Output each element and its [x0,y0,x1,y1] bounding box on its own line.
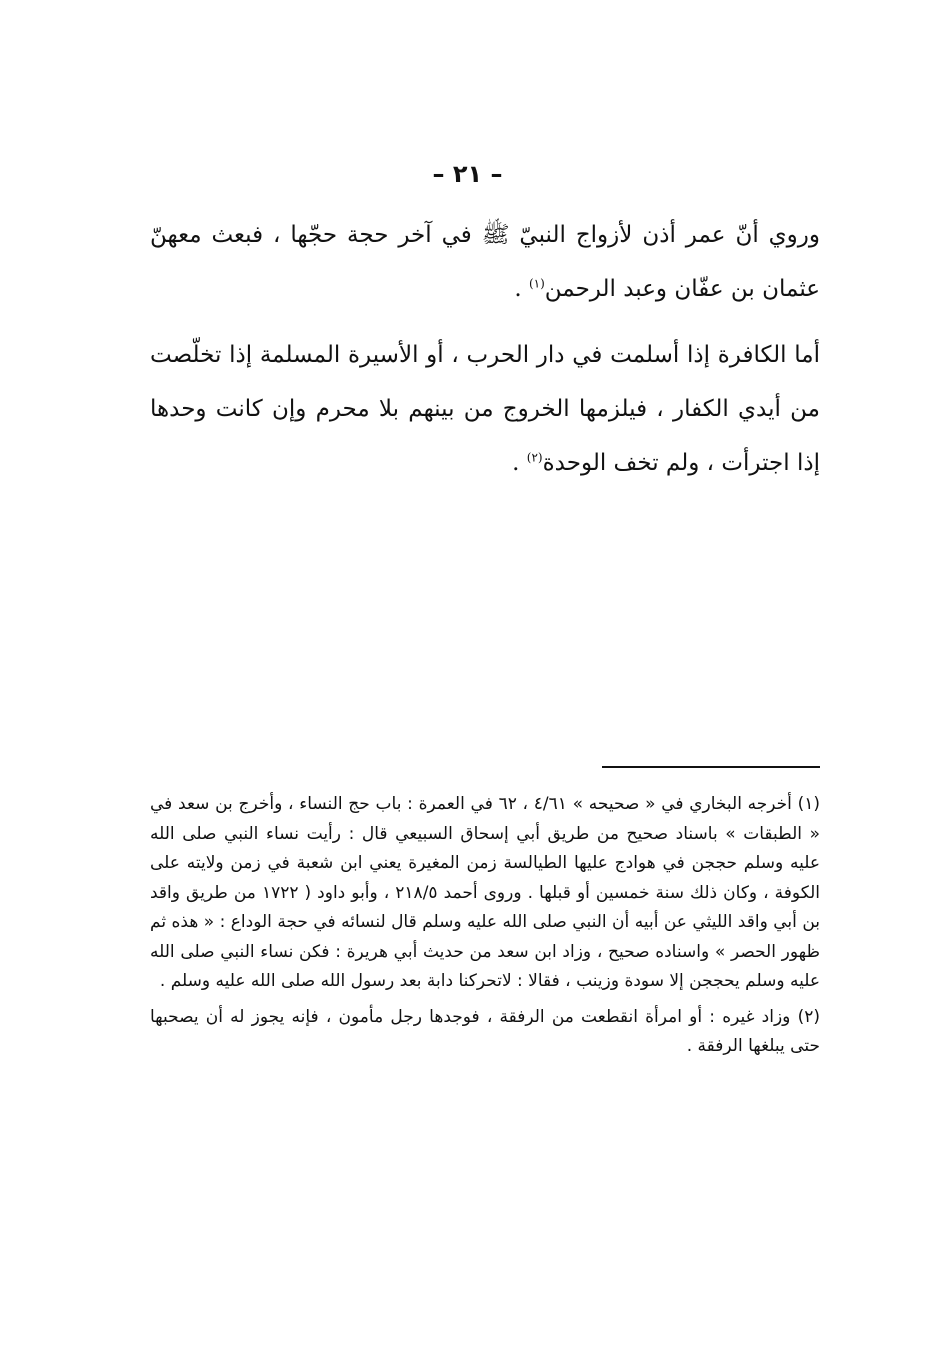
paragraph-end: . [514,276,529,302]
paragraph-end: . [512,450,527,476]
footnote-1: (١) أخرجه البخاري في « صحيحه » ٤/٦١ ، ٦٢ في العمرة : باب حج النساء ، وأخرج بن سعد في « الطبقات » باسناد صحيح من طريق أبي إسحاق السبيعي قال : رأيت نساء النبي صلى الله عليه وسلم حججن في هوادج عليها الطيالسة زمن المغيرة يعني ابن شعبة في زمن ولايته على الكوفة ، وكان ذلك سنة خمسين أو قبلها . وروى أحمد ٢١٨/٥ ، وأبو داود ( ١٧٢٢ من طريق واقد بن أبي واقد الليثي عن أبيه أن النبي صلى الله عليه وسلم قال لنسائه في حجة الوداع : « هذه ثم ظهور الحصر » واسناده صحيح ، وزاد ابن سعد من حديث أبي هريرة : فكن نساء النبي صلى الله عليه وسلم يحججن إلا سودة وزينب ، فقالا : لاتحركنا دابة بعد رسول الله صلى الله عليه وسلم . [150,794,821,991]
paragraph-text: وروي أنّ عمر أذن لأزواج النبيّ ﷺ في آخر حجة حجّها ، فبعث معهنّ عثمان بن عفّان وعبد الرحمن [150,222,820,302]
paragraph-converted-woman [150,328,820,490]
footnote-marker: (١) [528,276,545,291]
main-text [150,208,820,490]
footnote-separator [602,766,820,768]
paragraph-women-hajj [150,208,820,316]
page-number: – ٢١ – [432,160,503,188]
paragraph-text: أما الكافرة إذا أسلمت في دار الحرب ، أو الأسيرة المسلمة إذا تخلّصت من أيدي الكفار ، فيلزمها الخروج من بينهم بلا محرم وإن كانت وحدها إذا اجترأت ، ولم تخف الوحدة [150,342,820,476]
footnote-2: (٢) وزاد غيره : أو امرأة انقطعت من الرفقة ، فوجدها رجل مأمون ، فإنه يجوز له أن يصحبها حتى يبلغها الرفقة . [150,1006,820,1056]
footnotes [150,790,820,1062]
footnote-marker: (٢) [526,450,543,465]
